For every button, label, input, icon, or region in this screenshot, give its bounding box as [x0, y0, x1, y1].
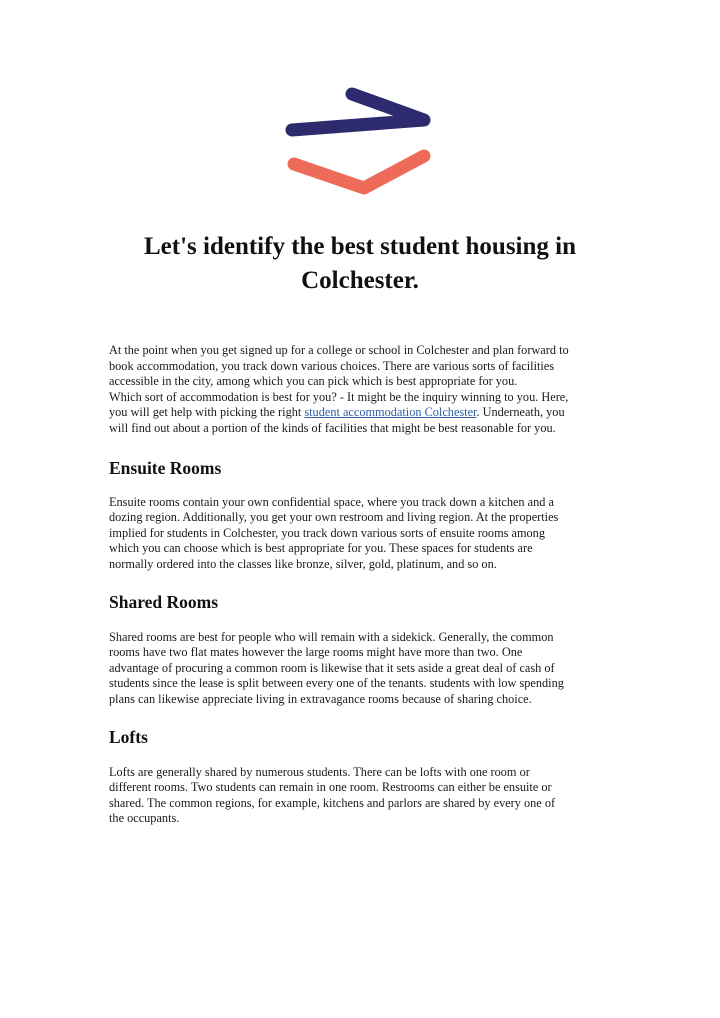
page-title-line-1: Let's identify the best student housing in — [143, 233, 577, 260]
text-line: the occupants. — [109, 811, 180, 826]
text-line: implied for students in Colchester, you track down various sorts of ensuite rooms among — [109, 525, 545, 540]
section-paragraph-ensuite — [109, 495, 614, 573]
text-line: Ensuite rooms contain your own confidential space, where you track down a kitchen and a — [109, 494, 554, 509]
text-fragment: you will get help with picking the right — [109, 405, 305, 420]
text-line: accessible in the city, among which you can pick which is best appropriate for you. — [109, 374, 518, 389]
text-line: normally ordered into the classes like bronze, silver, gold, platinum, and so on. — [109, 556, 497, 571]
logo-top-chevron — [292, 94, 424, 130]
text-line: dozing region. Additionally, you get your own restroom and living region. At the properties — [109, 510, 559, 525]
logo — [276, 82, 440, 200]
text-line: At the point when you get signed up for a college or school in Colchester and plan forward to — [109, 343, 569, 357]
page-title — [60, 230, 660, 298]
section-paragraph-lofts — [109, 765, 614, 827]
text-line: will find out about a portion of the kinds of facilities that might be best reasonable for you. — [109, 420, 556, 435]
text-line: different rooms. Two students can remain in one room. Restrooms can either be ensuite or — [109, 780, 552, 795]
text-line: plans can likewise appreciate living in extravagance rooms because of sharing choice. — [109, 691, 532, 706]
text-line: Which sort of accommodation is best for you? - It might be the inquiry winning to you. Here, — [109, 389, 569, 404]
text-line: Shared rooms are best for people who will remain with a sidekick. Generally, the common — [109, 629, 554, 644]
section-heading-shared: Shared Rooms — [109, 591, 219, 612]
text-line: students since the lease is split between every one of the tenants. students with low spending — [109, 676, 564, 691]
text-line: rooms have two flat mates however the large rooms might have more than two. One — [109, 645, 523, 660]
text-line: Lofts are generally shared by numerous students. There can be lofts with one room or — [109, 764, 530, 779]
article-body — [109, 343, 614, 827]
text-line: shared. The common regions, for example, kitchens and parlors are shared by every one of — [109, 795, 556, 810]
page-title-line-2: Colchester. — [301, 267, 419, 294]
section-paragraph-shared — [109, 630, 614, 708]
text-line: which you can choose which is best appropriate for you. These spaces for students are — [109, 541, 533, 556]
student-accommodation-link[interactable]: student accommodation Colchester — [304, 405, 477, 420]
logo-bottom-chevron — [294, 156, 424, 188]
text-line — [109, 405, 614, 421]
text-line: advantage of procuring a common room is likewise that it sets aside a great deal of cash of — [109, 660, 555, 675]
text-line: book accommodation, you track down various choices. There are various sorts of facilities — [109, 358, 555, 373]
text-fragment: . Underneath, you — [476, 405, 565, 420]
section-heading-ensuite: Ensuite Rooms — [109, 457, 222, 478]
intro-paragraph — [109, 343, 614, 437]
section-heading-lofts: Lofts — [109, 726, 148, 747]
